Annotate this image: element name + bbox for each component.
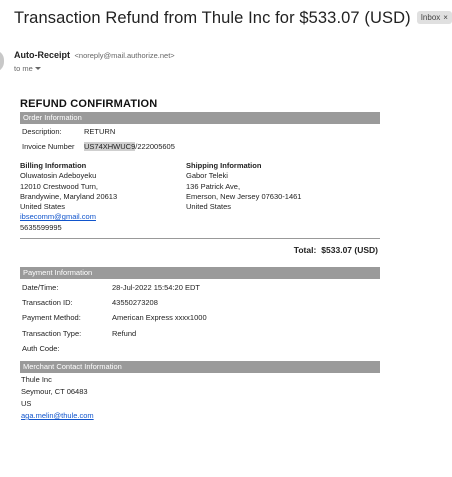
- payment-label: Transaction Type:: [22, 328, 82, 338]
- total-value: $533.07 (USD): [321, 245, 378, 256]
- remove-label-icon[interactable]: ×: [443, 13, 448, 22]
- shipping-header: Shipping Information: [186, 161, 262, 170]
- recipient-text: to me: [14, 64, 33, 73]
- description-value: RETURN: [84, 127, 116, 136]
- payment-row: [20, 295, 380, 310]
- payment-row: [20, 310, 380, 325]
- sender-email: <noreply@mail.authorize.net>: [74, 51, 175, 60]
- email-subject-row: [14, 9, 448, 28]
- description-row: [20, 124, 380, 139]
- payment-row: [20, 341, 380, 356]
- inbox-label-text: Inbox: [420, 13, 441, 22]
- sender-name[interactable]: Auto-Receipt: [14, 50, 70, 60]
- chevron-down-icon[interactable]: [35, 67, 41, 70]
- merchant-line: US: [21, 399, 32, 409]
- payment-info-header: Payment Information: [20, 267, 380, 279]
- inbox-label-chip[interactable]: [417, 11, 452, 24]
- billing-line: Oluwatosin Adeboyeku: [20, 171, 97, 181]
- billing-line: Brandywine, Maryland 20613: [20, 191, 118, 201]
- billing-phone: 5635599995: [20, 222, 62, 232]
- payment-row: [20, 280, 380, 295]
- invoice-row: [20, 139, 380, 154]
- payment-value: Refund: [112, 328, 137, 338]
- merchant-info-header: Merchant Contact Information: [20, 361, 380, 373]
- shipping-line: 136 Patrick Ave,: [186, 181, 241, 191]
- total-label: Total:: [293, 245, 317, 256]
- payment-label: Payment Method:: [22, 313, 81, 323]
- shipping-line: Gabor Teleki: [186, 171, 228, 181]
- order-info-header: Order Information: [20, 112, 380, 124]
- billing-email-link[interactable]: ibsecomm@gmail.com: [20, 212, 96, 222]
- total-row: [20, 239, 380, 261]
- payment-label: Auth Code:: [22, 343, 60, 353]
- merchant-line: Seymour, CT 06483: [21, 387, 88, 397]
- shipping-line: Emerson, New Jersey 07630-1461: [186, 191, 302, 201]
- invoice-highlighted-text: US74XHWUC9: [84, 142, 136, 151]
- billing-info: [20, 161, 186, 233]
- payment-list: [20, 279, 380, 356]
- merchant-info: [20, 373, 380, 422]
- invoice-value: [84, 139, 175, 154]
- invoice-rest-text: /222005605: [135, 142, 175, 151]
- payment-label: Date/Time:: [22, 283, 59, 293]
- payment-value: American Express xxxx1000: [112, 313, 207, 323]
- merchant-email-link[interactable]: aga.melin@thule.com: [21, 411, 94, 421]
- description-label: Description:: [22, 127, 62, 136]
- receipt-body: [20, 98, 380, 422]
- sender-avatar[interactable]: [0, 50, 4, 72]
- billing-line: 12010 Crestwood Turn,: [20, 181, 98, 191]
- billing-header: Billing Information: [20, 161, 87, 170]
- payment-row: [20, 326, 380, 341]
- payment-value: 43550273208: [112, 298, 158, 308]
- merchant-line: Thule Inc: [21, 375, 52, 385]
- sender-line: [14, 50, 175, 60]
- shipping-line: United States: [186, 202, 232, 212]
- address-block: [20, 154, 380, 233]
- email-subject: Transaction Refund from Thule Inc for $533.07 (USD): [14, 9, 411, 27]
- shipping-info: [186, 161, 352, 233]
- billing-line: United States: [20, 202, 66, 212]
- payment-value: 28-Jul-2022 15:54:20 EDT: [112, 283, 200, 293]
- payment-label: Transaction ID:: [22, 298, 73, 308]
- invoice-label: Invoice Number: [22, 142, 75, 151]
- recipient-line[interactable]: [14, 64, 41, 73]
- receipt-title: REFUND CONFIRMATION: [20, 98, 158, 110]
